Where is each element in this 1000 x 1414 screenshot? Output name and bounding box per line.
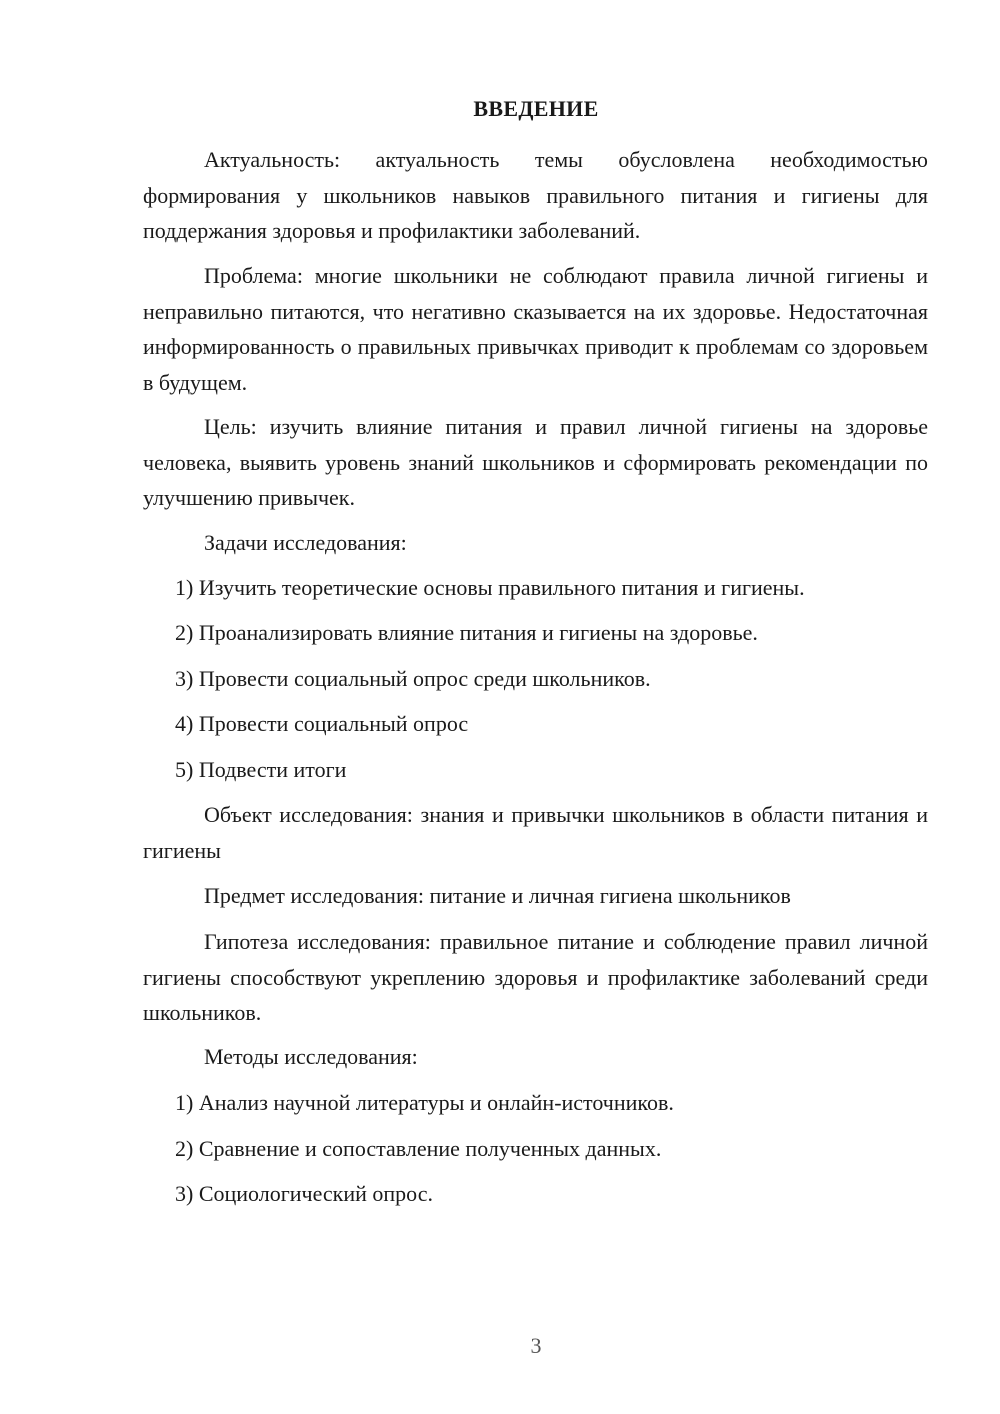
object-paragraph: Объект исследования: знания и привычки школьников в области питания и гигиены — [143, 802, 928, 863]
relevance-paragraph-block — [143, 142, 928, 249]
problem-paragraph: Проблема: многие школьники не соблюдают правила личной гигиены и неправильно питаются, что негативно сказывается на их здоровье. Недостаточная информированность о правильных привычках приводит к проблемам со здоровьем в будущем. — [143, 263, 928, 395]
methods-heading-block — [143, 1039, 928, 1075]
tasks-heading-block — [143, 525, 928, 561]
subject-paragraph-block — [143, 878, 928, 914]
methods-heading: Методы исследования: — [204, 1044, 418, 1069]
goal-paragraph-block — [143, 409, 928, 516]
method-item-block — [143, 1085, 928, 1121]
problem-paragraph-block — [143, 258, 928, 400]
task-item-block — [143, 706, 928, 742]
task-item: 5) Подвести итоги — [175, 757, 347, 782]
task-item: 2) Проанализировать влияние питания и гигиены на здоровье. — [175, 620, 758, 645]
method-item-block — [143, 1131, 928, 1167]
tasks-heading: Задачи исследования: — [204, 530, 407, 555]
goal-paragraph: Цель: изучить влияние питания и правил личной гигиены на здоровье человека, выявить уровень знаний школьников и сформировать рекомендации по улучшению привычек. — [143, 414, 928, 510]
task-item-block — [143, 615, 928, 651]
task-item: 3) Провести социальный опрос среди школьников. — [175, 666, 651, 691]
task-item: 4) Провести социальный опрос — [175, 711, 469, 736]
method-item-block — [143, 1176, 928, 1212]
page-title: ВВЕДЕНИЕ — [473, 96, 599, 121]
page-number: 3 — [530, 1333, 542, 1358]
task-item-block — [143, 570, 928, 606]
method-item: 1) Анализ научной литературы и онлайн-источников. — [175, 1090, 674, 1115]
method-item: 2) Сравнение и сопоставление полученных данных. — [175, 1136, 662, 1161]
relevance-paragraph: Актуальность: актуальность темы обусловлена необходимостью формирования у школьников навыков правильного питания и гигиены для поддержания здоровья и профилактики заболеваний. — [143, 147, 928, 243]
task-item-block — [143, 752, 928, 788]
task-item: 1) Изучить теоретические основы правильного питания и гигиены. — [175, 575, 805, 600]
hypothesis-paragraph-block — [143, 924, 928, 1031]
hypothesis-paragraph: Гипотеза исследования: правильное питание и соблюдение правил личной гигиены способствуют укреплению здоровья и профилактике заболеваний среди школьников. — [143, 929, 928, 1025]
subject-paragraph: Предмет исследования: питание и личная гигиена школьников — [204, 883, 791, 908]
task-item-block — [143, 661, 928, 697]
object-paragraph-block — [143, 797, 928, 868]
method-item: 3) Социологический опрос. — [175, 1181, 433, 1206]
